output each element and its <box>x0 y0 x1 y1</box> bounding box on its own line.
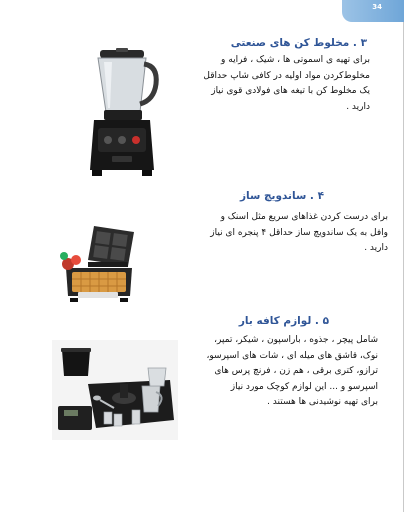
industrial-blender-image <box>82 48 162 180</box>
paragraph-line: وافل به یک ساندویچ ساز حداقل ۴ پنجره ای نیاز <box>210 227 388 238</box>
page-number-tab <box>342 0 404 22</box>
paragraph-line: مخلوط‌کردن مواد اولیه در کافی شاپ حداقل <box>203 70 370 81</box>
paragraph-line: دارید . <box>364 243 388 253</box>
page-number: 34 <box>372 3 382 11</box>
section-paragraph-blenders <box>182 53 370 115</box>
cafe-bar-tools-image <box>52 340 178 440</box>
paragraph-line: ترازو، کتری برقی ، هم زن ، فرنچ پرس های <box>214 366 378 376</box>
paragraph-line: نوک، قاشق های میله ای ، شات های اسپرسو، <box>206 350 378 361</box>
paragraph-line: برای تهیه نوشیدنی ها هستند . <box>267 397 378 407</box>
section-heading-cafe-bar-tools: ۵ . لوازم کافه بار <box>238 315 329 327</box>
paragraph-line: اسپرسو و ... این لوازم کوچک مورد نیاز <box>230 381 378 392</box>
section-paragraph-sandwich-maker <box>148 210 388 257</box>
paragraph-line: دارید . <box>346 101 370 112</box>
paragraph-line: یک مخلوط کن با تیغه های فولادی قوی نیاز <box>211 86 370 96</box>
section-heading-sandwich-maker: ۴ . ساندویچ ساز <box>239 190 324 202</box>
paragraph-line: شامل پیچر ، جذوه ، باراسپون ، شیکر، تمپر، <box>214 335 378 345</box>
waffle-sandwich-maker-image <box>58 222 140 308</box>
section-paragraph-cafe-bar-tools <box>170 333 378 411</box>
paragraph-line: برای درست کردن غذاهای سریع مثل اسنک و <box>220 212 388 222</box>
section-heading-blenders: ۳ . مخلوط کن های صنعتی <box>230 37 367 49</box>
paragraph-line: برای تهیه ی اسموتی ها ، شیک ، فرایه و <box>221 55 370 65</box>
